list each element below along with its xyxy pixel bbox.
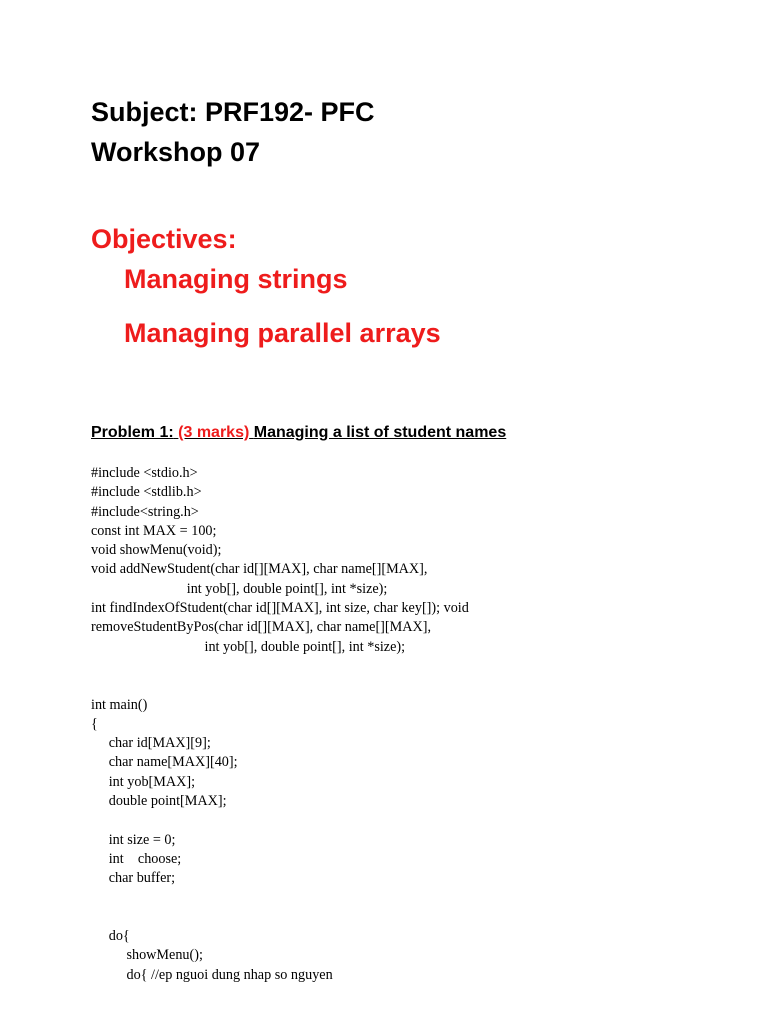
code-line: int main() bbox=[91, 696, 148, 713]
objective-item: Managing strings bbox=[124, 264, 348, 294]
code-line: void showMenu(void); bbox=[91, 542, 222, 559]
code-line: #include <stdlib.h> bbox=[91, 484, 202, 501]
code-line: do{ //ep nguoi dung nhap so nguyen bbox=[91, 966, 333, 983]
code-line bbox=[91, 908, 469, 927]
code-line: int choose; bbox=[91, 850, 182, 867]
objective-item: Managing parallel arrays bbox=[124, 318, 441, 348]
subject-title: Subject: PRF192- PFC bbox=[91, 97, 375, 127]
problem-marks: (3 marks) bbox=[178, 424, 250, 441]
code-line: char name[MAX][40]; bbox=[91, 754, 238, 771]
code-line: #include <stdio.h> bbox=[91, 465, 198, 481]
code-line: char id[MAX][9]; bbox=[91, 735, 211, 752]
code-line: removeStudentByPos(char id[][MAX], char name[][MAX], bbox=[91, 619, 432, 636]
code-line: int yob[], double point[], int *size); bbox=[91, 638, 406, 655]
code-line bbox=[91, 676, 469, 695]
code-line: do{ bbox=[91, 928, 130, 945]
objectives-heading: Objectives: bbox=[91, 224, 237, 254]
code-line: int findIndexOfStudent(char id[][MAX], int size, char key[]); void bbox=[91, 600, 469, 617]
code-line: char buffer; bbox=[91, 870, 176, 887]
code-line: void addNewStudent(char id[][MAX], char name[][MAX], bbox=[91, 561, 428, 578]
code-line: showMenu(); bbox=[91, 947, 203, 964]
code-line bbox=[91, 657, 469, 676]
code-line: const int MAX = 100; bbox=[91, 522, 217, 539]
code-line: int size = 0; bbox=[91, 831, 176, 848]
workshop-title: Workshop 07 bbox=[91, 137, 261, 167]
problem-label: Problem 1: bbox=[91, 424, 174, 441]
code-line bbox=[91, 889, 469, 908]
code-line: { bbox=[91, 715, 98, 732]
code-line bbox=[91, 811, 469, 830]
problem-title: Managing a list of student names bbox=[253, 424, 507, 441]
code-line: double point[MAX]; bbox=[91, 793, 227, 810]
code-line: int yob[], double point[], int *size); bbox=[91, 580, 388, 597]
code-line: int yob[MAX]; bbox=[91, 773, 196, 790]
problem-heading bbox=[91, 424, 506, 442]
code-line: #include<string.h> bbox=[91, 503, 199, 520]
document-header bbox=[91, 92, 375, 172]
code-block bbox=[91, 464, 469, 985]
